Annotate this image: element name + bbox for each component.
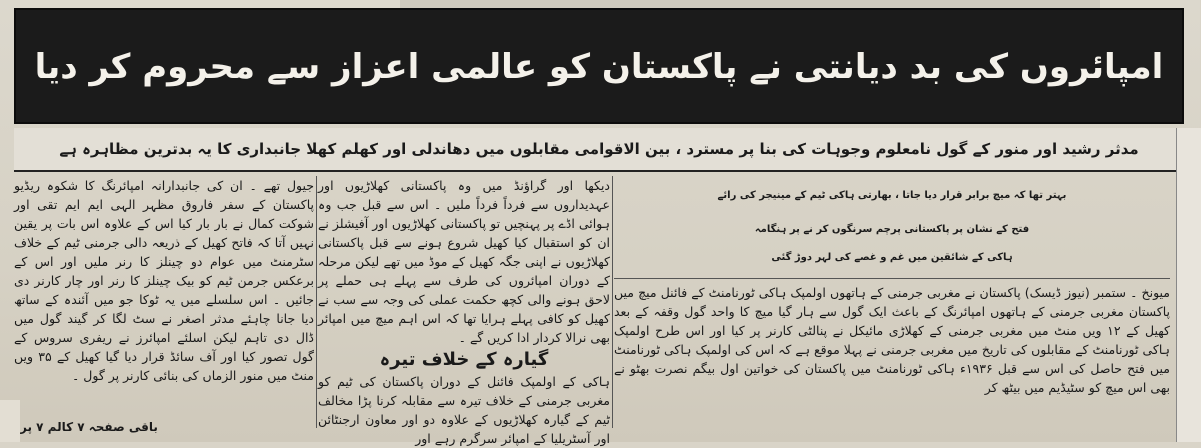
column-right <box>614 176 1170 432</box>
continuation-note: باقی صفحہ ۷ کالم ۷ پر <box>20 420 158 434</box>
column-right-text <box>614 283 1170 397</box>
adjacent-page-edge <box>1176 128 1201 442</box>
feature-title: بہتر تھا کہ میچ برابر قرار دیا جاتا ، بھارتی ہاکی ٹیم کے مینیجر کی رائے <box>717 190 1067 201</box>
column-middle-body-2: ہاکی کے اولمپک فائنل کے دوران پاکستان کی ٹیم کو مغربی جرمنی کے خلاف تیرہ سے مقابلہ کرنا پڑا مخالف ٹیم کے گیارہ کھلاڑیوں کے علاوہ دو اور معاون ارجنٹائن اور آسٹریلیا کے امپائر سرگرم رہے اور <box>318 374 610 446</box>
feature-sub-2: ہاکی کے شائقین میں غم و غصے کی لہر دوڑ گئی <box>771 252 1013 263</box>
headline: امپائروں کی بد دیانتی نے پاکستان کو عالمی اعزاز سے محروم کر دیا <box>34 46 1164 87</box>
feature-sub-1: فتح کے نشان پر پاکستانی پرچم سرنگوں کر نے پر ہنگامہ <box>754 224 1030 235</box>
feature-box <box>614 176 1170 279</box>
adjacent-page-edge-left <box>0 400 20 442</box>
top-strip <box>400 0 1100 8</box>
headline-banner <box>14 8 1184 124</box>
column-rule <box>316 176 317 428</box>
column-middle-subhead: گیارہ کے خلاف تیرہ <box>379 349 549 370</box>
column-right-body: میونخ ۔ ستمبر (نیوز ڈیسک) پاکستان نے مغربی جرمنی کے ہاتھوں اولمپک ہاکی ٹورنامنٹ کے فائنل میچ میں پاکستان مغربی جرمنی کے ہاتھوں امپائرنگ کے باعث ایک گول سے ہار گیا میچ کا واحد گول وقفہ کے بعد کھیل کے ۱۲ ویں منٹ میں مغربی جرمنی کے کھلاڑی مائیکل نے پنالٹی کارنر پر کیا اور اس طرح اولمپک ہاکی ٹورنامنٹ کے مقابلوں کی تاریخ میں مغربی جرمنی نے پہلا موقع ہے کہ اس کی اولمپک ہاکی ٹورنامنٹ میں فتح حاصل کی اس سے قبل ۱۹۳۶ء ہاکی ٹورنامنٹ میں پاکستان کی خواتین اول بیگم نصرت بھٹو نے بھی اس میچ کو سٹیڈیم میں بیٹھ کر <box>614 285 1170 395</box>
column-left <box>14 176 314 412</box>
column-middle <box>318 176 610 446</box>
column-middle-body: دیکھا اور گراؤنڈ میں وہ پاکستانی کھلاڑیوں اور عہدیداروں سے فرداً فرداً ملیں ۔ اس سے قبل جب وہ ہوائی اڈے پر پہنچیں تو پاکستانی کھلاڑیوں اور آفیشلز نے ان کو استقبال کیا کھیل شروع ہونے سے قبل پاکستانی کھلاڑیوں نے اپنی جگہ کھیل کے موڈ میں تھے لیکن مرحلہ کے دوران امپائروں کی طرف سے پہلے ہی حملے پر لاحق ہونے والی کچھ حکمت عملی کی وجہ سے سب نے کھیل کو کافی پہلے ہرایا تھا کہ اس اہم میچ میں امپائر بھی نرالا کردار ادا کریں گے ۔ <box>318 178 610 345</box>
column-left-body: جیول تھے ۔ ان کی جانبدارانہ امپائرنگ کا شکوہ ریڈیو پاکستان کے سفر فاروق مظہر الہی ایم ایم تقی اور شوکت کمال نے بار بار کیا اس کے علاوہ اس بات پر یقین نہیں آتا کہ فاتح کھیل کے ذریعہ دالی جرمنی ٹیم کے خلاف سٹرمنٹ میں عوام دو چینلز کا رنر ملیں اور اس کے برعکس جرمن ٹیم کو بیک چینلز کا رنر اور چار کارنر دی جائیں ۔ اس سلسلے میں یہ ٹوکا جو میں آئندہ کے ساتھ دیا جانا چاہئے مدثر اصغر نے سٹ لگا کر گیند گول میں ڈال دی تاہم لیکن اسلئے امپائرز نے ریفری سروس کے گول تصور کیا اور آف سائڈ قرار دیا گیا کھیل کے ۳۵ ویں منٹ میں منور الزماں کی بنائی کارنر پر گول ۔ <box>14 178 314 383</box>
subheadline: مدثر رشید اور منور کے گول نامعلوم وجوہات کی بنا پر مسترد ، بین الاقوامی مقابلوں میں دھاندلی اور کھلم کھلا جانبداری کا یہ بدترین مظاہرہ ہے <box>59 140 1139 158</box>
subheadline-bar <box>14 128 1184 172</box>
column-rule <box>612 176 613 428</box>
